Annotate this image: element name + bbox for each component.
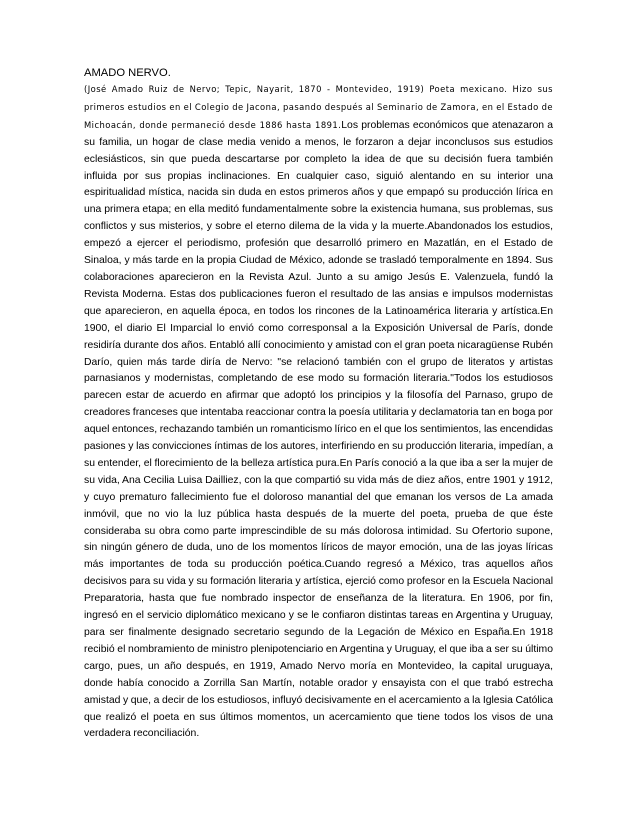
document-content <box>84 66 553 743</box>
biography-text: Los problemas económicos que atenazaron a su familia, un hogar de clase media venido a menos, le forzaron a dejar inconclusos sus estudios eclesiásticos, sin que pueda descartarse por completo la idea de que su decisión fuera también influida por sus propias inclinaciones. En cualquier caso, siguió alentando en su interior una espiritualidad mística, nacida sin duda en estos primeros años y que empapó su producción lírica en una primera etapa; en ella meditó fundamentalmente sobre la existencia humana, sus problemas, sus conflictos y sus misterios, y sobre el eterno dilema de la vida y la muerte.Abandonados los estudios, empezó a ejercer el periodismo, profesión que desarrolló primero en Mazatlán, en el Estado de Sinaloa, y más tarde en la propia Ciudad de México, adonde se trasladó temporalmente en 1894. Sus colaboraciones aparecieron en la Revista Azul. Junto a su amigo Jesús E. Valenzuela, fundó la Revista Moderna. Estas dos publicaciones fueron el resultado de las ansias e impulsos modernistas que aparecieron, en aquella época, en todos los rincones de la Latinoamérica literaria y artística.En 1900, el diario El Imparcial lo envió como corresponsal a la Exposición Universal de París, donde residiría durante dos años. Entabló allí conocimiento y amistad con el gran poeta nicaragüense Rubén Darío, quien más tarde diría de Nervo: "se relacionó también con el grupo de literatos y artistas parnasianos y modernistas, completando de ese modo su formación literaria."Todos los estudiosos parecen estar de acuerdo en afirmar que adoptó los principios y la filosofía del Parnaso, grupo de creadores franceses que intentaba reaccionar contra la poesía utilitaria y declamatoria tan en boga por aquel entonces, rechazando también un romanticismo lírico en el que los sentimientos, las encendidas pasiones y las convicciones íntimas de los autores, interfiriendo en su producción literaria, impedían, a su entender, el florecimiento de la belleza artística pura.En París conoció a la que iba a ser la mujer de su vida, Ana Cecilia Luisa Dailliez, con la que compartió su vida más de diez años, entre 1901 y 1912, y cuyo prematuro fallecimiento fue el doloroso manantial del que emanan los versos de La amada inmóvil, que no vio la luz pública hasta después de la muerte del poeta, prueba de que éste consideraba su obra como parte imprescindible de su más dolorosa intimidad. Su Ofertorio supone, sin ningún género de duda, uno de los momentos líricos de mayor emoción, una de las joyas líricas más importantes de toda su producción poética.Cuando regresó a México, tras aquellos años decisivos para su vida y su formación literaria y artística, ejerció como profesor en la Escuela Nacional Preparatoria, hasta que fue nombrado inspector de enseñanza de la literatura. En 1906, por fin, ingresó en el servicio diplomático mexicano y se le confiaron distintas tareas en Argentina y Uruguay, para ser finalmente designado secretario segundo de la Legación de México en España.En 1918 recibió el nombramiento de ministro plenipotenciario en Argentina y Uruguay, el que iba a ser su último cargo, pues, un año después, en 1919, Amado Nervo moría en Montevideo, la capital uruguaya, donde había conocido a Zorrilla San Martín, notable orador y ensayista con el que trabó estrecha amistad y que, a decir de los estudiosos, influyó decisivamente en el acercamiento a la Iglesia Católica que realizó el poeta en sus últimos momentos, un acercamiento que tiene todos los visos de una verdadera reconciliación. <box>84 119 553 740</box>
biography-intro: (José Amado Ruiz de Nervo; Tepic, Nayarit, 1870 - Montevideo, 1919) Poeta mexicano. Hizo sus primeros estudios en el Colegio de Jacona, pasando después al Seminario de Zamora, en el Estado de Michoacán, donde permaneció desde 1886 hasta 1891. <box>84 84 553 130</box>
document-title: AMADO NERVO. <box>84 67 171 79</box>
document-body <box>84 81 553 743</box>
